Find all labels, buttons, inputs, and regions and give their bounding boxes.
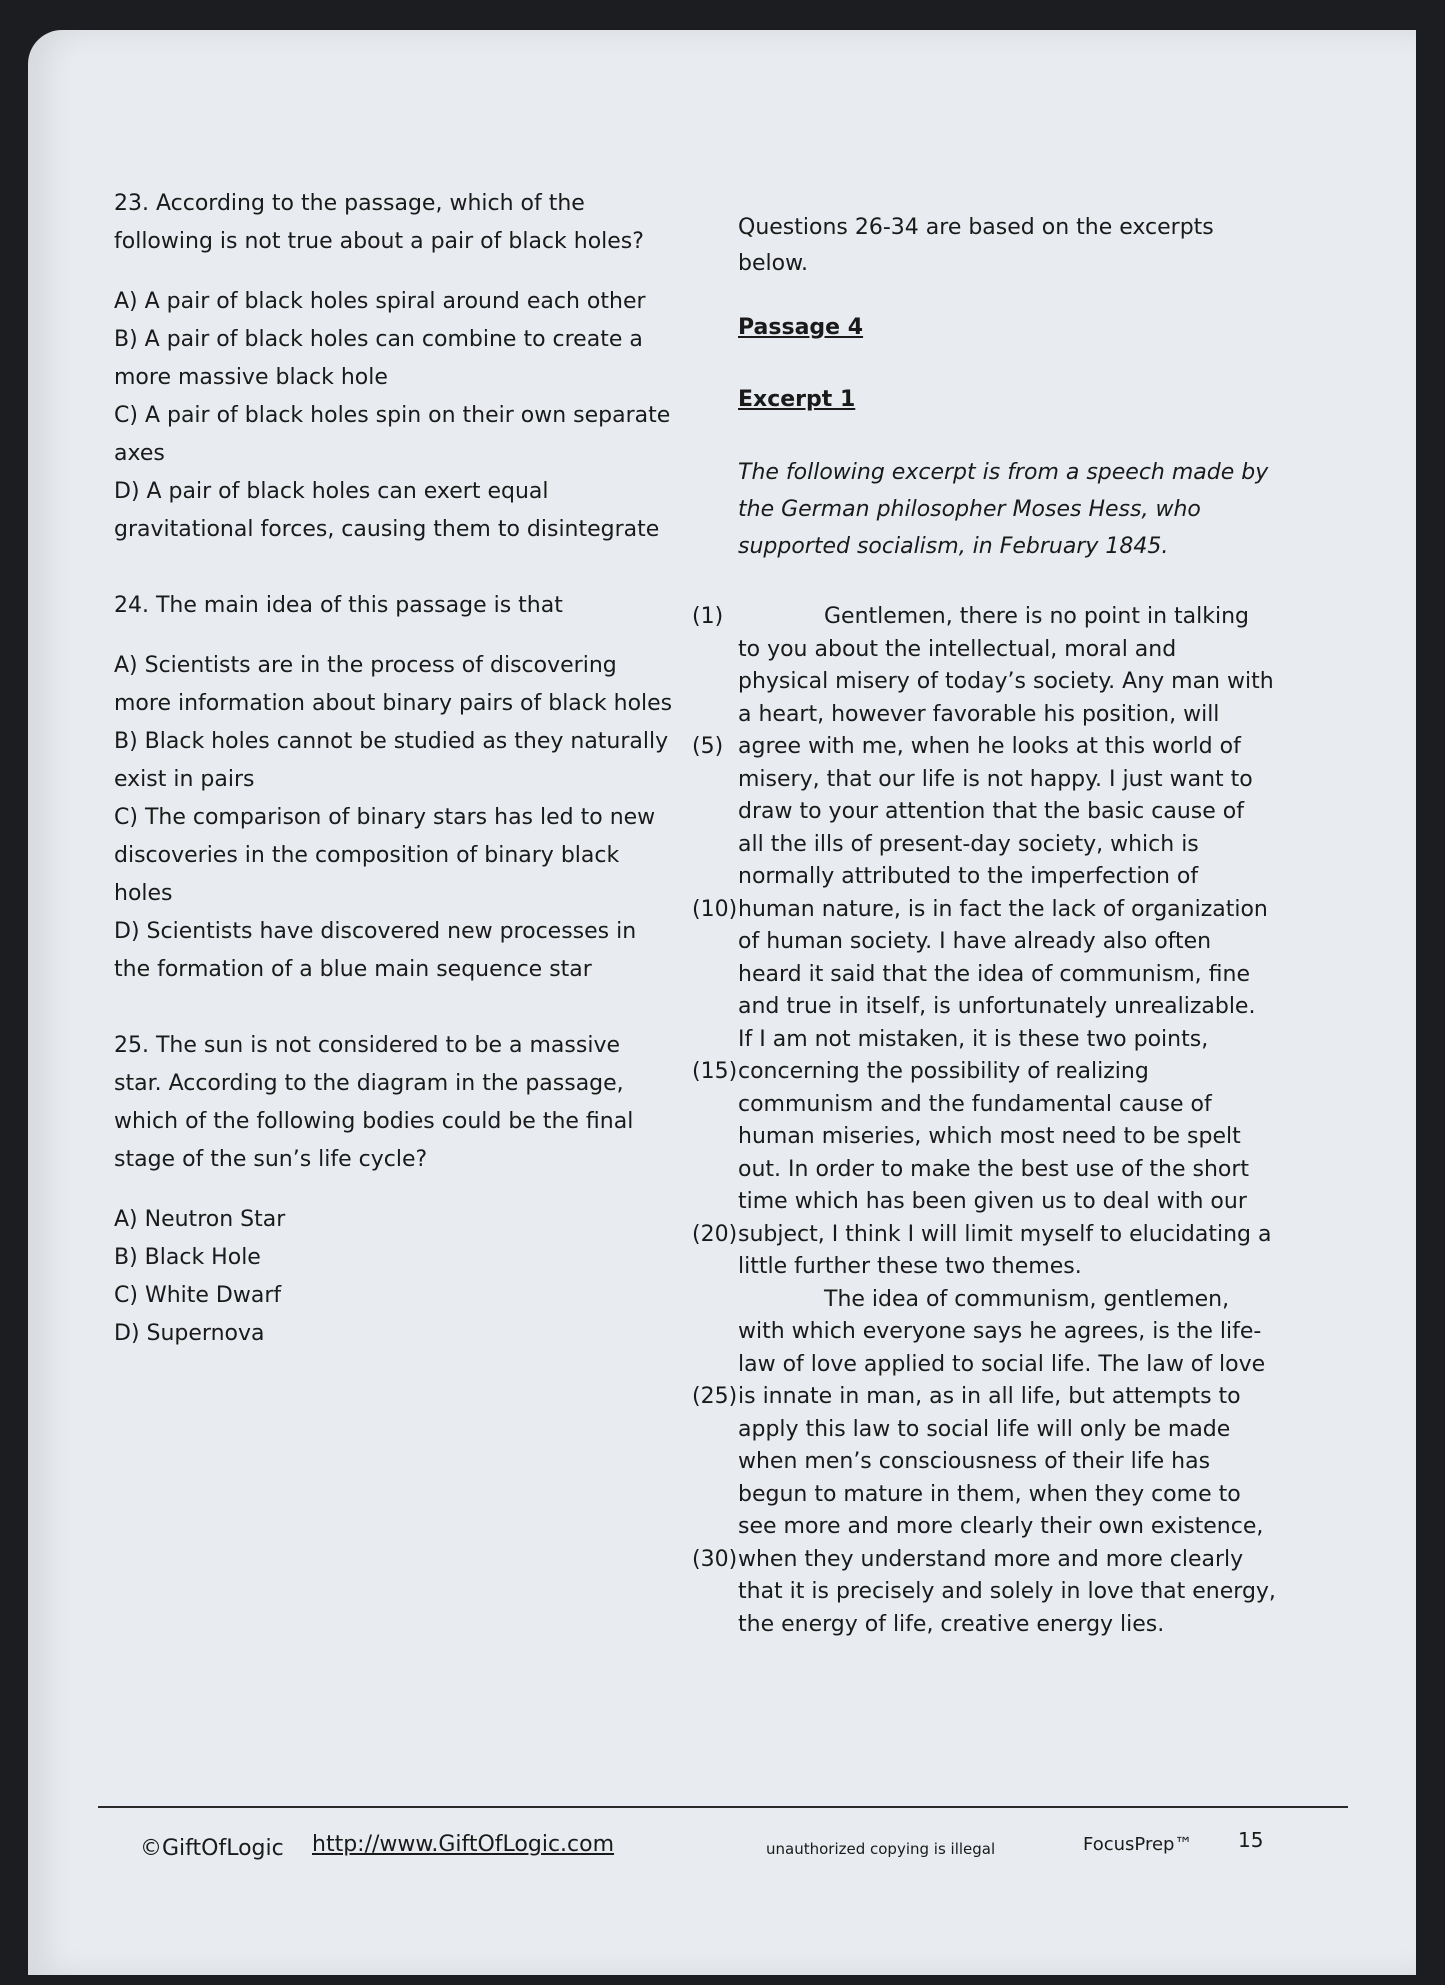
excerpt-heading: Excerpt 1 xyxy=(738,387,856,412)
line-text: with which everyone says he agrees, is the life- xyxy=(738,1319,1262,1344)
line-number: (30) xyxy=(692,1546,738,1572)
line-number: (25) xyxy=(692,1384,738,1409)
passage-line xyxy=(738,1024,1278,1057)
line-text: If I am not mistaken, it is these two points, xyxy=(738,1026,1209,1052)
passage-line xyxy=(738,699,1278,732)
passage-line xyxy=(738,1576,1278,1609)
line-text: normally attributed to the imperfection of xyxy=(738,864,1199,889)
line-text: little further these two themes. xyxy=(738,1254,1082,1279)
line-number: (20) xyxy=(692,1221,738,1247)
passage-line xyxy=(692,894,1278,927)
passage-line xyxy=(738,1121,1278,1154)
line-text: Gentlemen, there is no point in talking xyxy=(824,604,1249,629)
passage-line xyxy=(692,1219,1278,1252)
left-column xyxy=(114,185,674,1391)
passage-heading: Passage 4 xyxy=(738,315,864,340)
page-footer xyxy=(98,1806,1348,1861)
line-text: communism and the fundamental cause of xyxy=(738,1091,1212,1117)
passage-line xyxy=(738,1089,1278,1122)
passage-line xyxy=(738,634,1278,667)
answer-option: A) Neutron Star xyxy=(114,1207,286,1232)
line-text: is innate in man, as in all life, but attempts to xyxy=(738,1384,1241,1409)
questions-intro: Questions 26-34 are based on the excerpts below. xyxy=(738,215,1214,276)
answer-option: B) Black Hole xyxy=(114,1245,261,1270)
line-text: to you about the intellectual, moral and xyxy=(738,636,1177,662)
line-text: see more and more clearly their own existence, xyxy=(738,1514,1264,1539)
line-text: begun to mature in them, when they come to xyxy=(738,1481,1241,1507)
answer-option: A) Scientists are in the process of discovering more information about binary pairs of black holes xyxy=(114,653,673,716)
line-text: subject, I think I will limit myself to elucidating a xyxy=(738,1221,1272,1247)
answer-option: A) A pair of black holes spiral around each other xyxy=(114,289,646,314)
passage-line xyxy=(738,991,1278,1024)
question-23 xyxy=(114,185,674,549)
answer-option: D) Scientists have discovered new processes in the formation of a blue main sequence star xyxy=(114,919,637,982)
line-text: out. In order to make the best use of the short xyxy=(738,1156,1250,1182)
passage-line xyxy=(738,926,1278,959)
line-text: law of love applied to social life. The law of love xyxy=(738,1351,1266,1377)
line-text: a heart, however favorable his position, will xyxy=(738,701,1220,727)
line-text: draw to your attention that the basic cause of xyxy=(738,799,1244,824)
passage-line xyxy=(738,1414,1278,1447)
line-text: of human society. I have already also often xyxy=(738,929,1212,954)
line-number: (1) xyxy=(692,604,724,629)
question-stem: 25. The sun is not considered to be a massive star. According to the diagram in the passage, which of the following bodies could be the final stage of the sun’s life cycle? xyxy=(114,1033,634,1172)
line-text: The idea of communism, gentlemen, xyxy=(824,1286,1230,1312)
footer-notice: unauthorized copying is illegal xyxy=(766,1840,996,1858)
passage-line xyxy=(738,861,1278,894)
line-text: time which has been given us to deal with our xyxy=(738,1189,1247,1214)
answer-option: B) Black holes cannot be studied as they naturally exist in pairs xyxy=(114,729,669,792)
passage-line xyxy=(738,796,1278,829)
line-text: physical misery of today’s society. Any man with xyxy=(738,669,1274,694)
footer-copyright: ©GiftOfLogic xyxy=(140,1836,284,1861)
page-number: 15 xyxy=(1238,1828,1264,1852)
passage-line xyxy=(738,959,1278,992)
footer-brand: FocusPrep™ xyxy=(1083,1834,1193,1855)
passage-line xyxy=(738,1511,1278,1544)
passage-line xyxy=(738,1154,1278,1187)
line-text: all the ills of present-day society, which is xyxy=(738,831,1199,857)
question-stem: 24. The main idea of this passage is that xyxy=(114,593,563,618)
answer-option: D) A pair of black holes can exert equal gravitational forces, causing them to disintegrate xyxy=(114,479,660,542)
passage-line xyxy=(738,1316,1278,1349)
passage-line xyxy=(692,1381,1278,1414)
passage-line xyxy=(738,1251,1278,1284)
passage-line xyxy=(738,829,1278,862)
passage-line xyxy=(738,1479,1278,1512)
answer-option: C) A pair of black holes spin on their own separate axes xyxy=(114,403,671,466)
right-column xyxy=(692,210,1278,1641)
passage-line xyxy=(738,1284,1278,1317)
line-text: and true in itself, is unfortunately unrealizable. xyxy=(738,994,1256,1019)
answer-option: C) White Dwarf xyxy=(114,1283,282,1308)
passage-line xyxy=(692,1056,1278,1089)
answer-option: D) Supernova xyxy=(114,1321,265,1346)
line-number: (15) xyxy=(692,1059,738,1084)
line-text: heard it said that the idea of communism, fine xyxy=(738,961,1251,987)
passage-line xyxy=(738,1186,1278,1219)
line-text: misery, that our life is not happy. I just want to xyxy=(738,766,1253,792)
passage-text xyxy=(692,601,1278,1641)
passage-line xyxy=(692,1544,1278,1577)
passage-line xyxy=(738,1349,1278,1382)
line-text: concerning the possibility of realizing xyxy=(738,1059,1149,1084)
line-text: when men’s consciousness of their life has xyxy=(738,1449,1211,1474)
passage-line xyxy=(692,601,1278,634)
answer-option: B) A pair of black holes can combine to create a more massive black hole xyxy=(114,327,643,390)
passage-line xyxy=(738,666,1278,699)
line-text: human miseries, which most need to be spelt xyxy=(738,1124,1241,1149)
line-number: (5) xyxy=(692,734,724,759)
footer-url-link[interactable]: http://www.GiftOfLogic.com xyxy=(312,1832,615,1857)
question-24 xyxy=(114,587,674,989)
passage-line xyxy=(738,1609,1278,1642)
answer-option: C) The comparison of binary stars has led to new discoveries in the composition of binary black holes xyxy=(114,805,656,906)
question-stem: 23. According to the passage, which of the following is not true about a pair of black holes? xyxy=(114,191,644,254)
excerpt-intro: The following excerpt is from a speech made by the German philosopher Moses Hess, who supported socialism, in February 1845. xyxy=(738,460,1269,559)
question-25 xyxy=(114,1027,674,1353)
book-page xyxy=(28,30,1416,1975)
line-text: agree with me, when he looks at this world of xyxy=(738,734,1241,759)
line-text: apply this law to social life will only be made xyxy=(738,1416,1231,1442)
line-text: when they understand more and more clearly xyxy=(738,1546,1244,1572)
passage-line xyxy=(692,731,1278,764)
passage-line xyxy=(738,1446,1278,1479)
passage-line xyxy=(738,764,1278,797)
line-text: human nature, is in fact the lack of organization xyxy=(738,896,1268,922)
line-number: (10) xyxy=(692,896,738,922)
line-text: the energy of life, creative energy lies. xyxy=(738,1611,1165,1637)
line-text: that it is precisely and solely in love that energy, xyxy=(738,1579,1276,1604)
